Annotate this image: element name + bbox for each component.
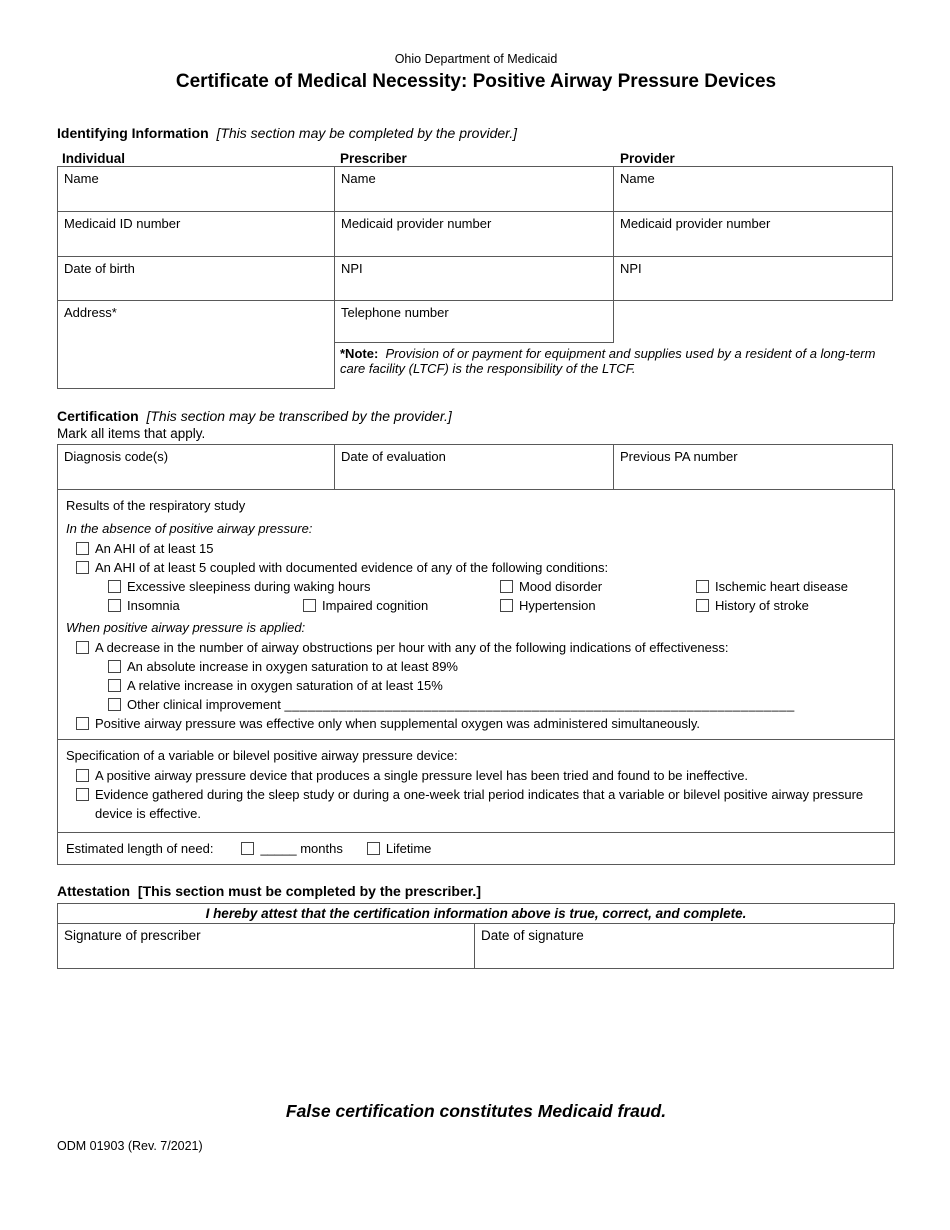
date-of-signature-field[interactable] [474,923,894,969]
field-label: Medicaid provider number [620,216,771,231]
table-row [57,739,895,833]
field-label: Previous PA number [620,449,738,464]
identifying-column-headers [57,151,895,166]
length-of-need-label: Estimated length of need: [66,841,214,856]
field-label: Address* [64,305,117,320]
other-improvement-blank[interactable]: __________________________________________________________________ [284,697,795,712]
individual-name-field[interactable] [57,166,335,212]
field-label: Telephone number [341,305,449,320]
condition-stroke-checkbox[interactable] [696,599,709,612]
respiratory-study-cell [57,489,895,740]
provider-npi-field[interactable] [613,256,893,301]
condition-label: Insomnia [127,598,180,613]
certification-section-heading [57,408,895,424]
field-label: Name [620,171,655,186]
condition-label: Impaired cognition [322,598,429,613]
prescriber-telephone-field[interactable] [334,300,614,343]
ahi5-label: An AHI of at least 5 coupled with documented evidence of any of the following conditions: [95,560,609,575]
single-pressure-checkbox[interactable] [76,769,89,782]
column-header-individual: Individual [62,151,126,166]
field-label: Signature of prescriber [64,928,201,943]
identifying-heading-note: [This section may be completed by the provider.] [216,125,518,141]
previous-pa-number-field[interactable] [613,444,893,490]
single-pressure-label: A positive airway pressure device that produces a single pressure level has been tried and found to be ineffective. [95,768,749,783]
agency-name: Ohio Department of Medicaid [394,52,558,66]
certification-table [57,444,895,865]
condition-mood-disorder-row [500,577,696,596]
table-row [57,166,895,212]
attestation-heading-label: Attestation [57,883,131,899]
table-row [57,256,895,301]
table-row [57,489,895,740]
condition-impaired-cognition-row [303,596,500,615]
signature-of-prescriber-field[interactable] [57,923,475,969]
length-of-need-cell [57,832,895,865]
lifetime-checkbox[interactable] [367,842,380,855]
decrease-row [76,638,886,657]
decrease-label: A decrease in the number of airway obstructions per hour with any of the following indications of effectiveness: [95,640,729,655]
attestation-heading-note: [This section must be completed by the prescriber.] [137,883,481,899]
field-label: NPI [620,261,642,276]
field-label: NPI [341,261,363,276]
condition-label: Ischemic heart disease [715,579,848,594]
identifying-table [57,166,895,389]
prescriber-name-field[interactable] [334,166,614,212]
ahi15-checkbox[interactable] [76,542,89,555]
condition-label: History of stroke [715,598,809,613]
evidence-label: Evidence gathered during the sleep study or during a one-week trial period indicates that a variable or bilevel positive airway pressure device is effective. [95,787,864,821]
condition-label: Excessive sleepiness during waking hours [127,579,371,594]
supplemental-oxygen-checkbox[interactable] [76,717,89,730]
ahi5-checkbox[interactable] [76,561,89,574]
identifying-section-heading [57,125,895,141]
individual-address-field[interactable] [57,300,335,389]
diagnosis-codes-field[interactable] [57,444,335,490]
field-label: Diagnosis code(s) [64,449,169,464]
other-improvement-checkbox[interactable] [108,698,121,711]
months-blank[interactable]: _____ [260,841,297,856]
evidence-row [76,785,886,823]
absolute-increase-row [108,657,886,676]
field-label: Date of birth [64,261,135,276]
condition-insomnia-checkbox[interactable] [108,599,121,612]
months-label: months [300,841,343,856]
conditions-row-2 [108,596,886,615]
ahi15-label: An AHI of at least 15 [95,541,214,556]
table-row [57,211,895,257]
fraud-warning: False certification constitutes Medicaid fraud. [285,1101,667,1121]
individual-dob-field[interactable] [57,256,335,301]
relative-increase-label: A relative increase in oxygen saturation of at least 15% [127,678,443,693]
other-improvement-row [108,695,886,714]
single-pressure-row [76,766,886,785]
column-header-prescriber: Prescriber [340,151,407,166]
column-header-provider: Provider [620,151,675,166]
attestation-statement: I hereby attest that the certification information above is true, correct, and complete. [57,903,895,924]
prescriber-npi-field[interactable] [334,256,614,301]
date-of-evaluation-field[interactable] [334,444,614,490]
certification-heading-label: Certification [57,408,139,424]
table-row [57,832,895,865]
form-number: ODM 01903 (Rev. 7/2021) [57,1139,203,1153]
absence-heading: In the absence of positive airway pressure: [66,521,313,536]
other-improvement-label [127,695,886,714]
form-title: Certificate of Medical Necessity: Positive Airway Pressure Devices [175,71,777,92]
identifying-heading-label: Identifying Information [57,125,209,141]
provider-name-field[interactable] [613,166,893,212]
certification-heading-note: [This section may be transcribed by the provider.] [146,408,452,424]
table-row [57,903,895,924]
field-label: Date of signature [481,928,584,943]
individual-medicaid-id-field[interactable] [57,211,335,257]
condition-label: Mood disorder [519,579,603,594]
respiratory-study-title: Results of the respiratory study [66,498,246,513]
applied-heading: When positive airway pressure is applied: [66,620,306,635]
condition-sleepiness-row [108,577,500,596]
table-row [57,444,895,490]
conditions-row-1 [108,577,886,596]
telephone-note-column [334,300,894,389]
months-checkbox[interactable] [241,842,254,855]
evidence-checkbox[interactable] [76,788,89,801]
decrease-checkbox[interactable] [76,641,89,654]
conditions-grid [108,577,886,615]
condition-ischemic-heart-row [696,577,848,596]
field-label: Date of evaluation [341,449,446,464]
ahi5-row [76,558,886,577]
condition-mood-disorder-checkbox[interactable] [500,580,513,593]
attestation-section-heading [57,883,895,899]
condition-insomnia-row [108,596,303,615]
ltcf-note-text: Provision of or payment for equipment and supplies used by a resident of a long-term care facility (LTCF) is the responsibility of the LTCF. [340,346,876,376]
certification-instruction: Mark all items that apply. [57,426,206,441]
absolute-increase-checkbox[interactable] [108,660,121,673]
lifetime-label: Lifetime [385,841,432,856]
supplemental-oxygen-row [76,714,886,733]
prescriber-provider-number-field[interactable] [334,211,614,257]
field-label: Medicaid provider number [341,216,492,231]
condition-hypertension-row [500,596,696,615]
table-row [57,300,895,389]
ltcf-note-label: *Note: [340,346,379,361]
absolute-increase-label: An absolute increase in oxygen saturation to at least 89% [127,659,458,674]
table-row [57,923,895,969]
field-label: Medicaid ID number [64,216,181,231]
field-label: Name [341,171,376,186]
relative-increase-row [108,676,886,695]
ahi15-row [76,539,886,558]
supplemental-oxygen-label: Positive airway pressure was effective only when supplemental oxygen was administered simultaneously. [95,716,701,731]
condition-ischemic-heart-checkbox[interactable] [696,580,709,593]
length-of-need-row [66,838,431,859]
condition-hypertension-checkbox[interactable] [500,599,513,612]
condition-stroke-row [696,596,809,615]
attestation-table [57,903,895,969]
relative-increase-checkbox[interactable] [108,679,121,692]
other-improvement-text: Other clinical improvement [127,697,281,712]
condition-sleepiness-checkbox[interactable] [108,580,121,593]
condition-impaired-cognition-checkbox[interactable] [303,599,316,612]
condition-label: Hypertension [519,598,596,613]
field-label: Name [64,171,99,186]
provider-provider-number-field[interactable] [613,211,893,257]
specification-title: Specification of a variable or bilevel positive airway pressure device: [66,748,458,763]
ltcf-note [334,343,894,376]
specification-cell [57,739,895,833]
